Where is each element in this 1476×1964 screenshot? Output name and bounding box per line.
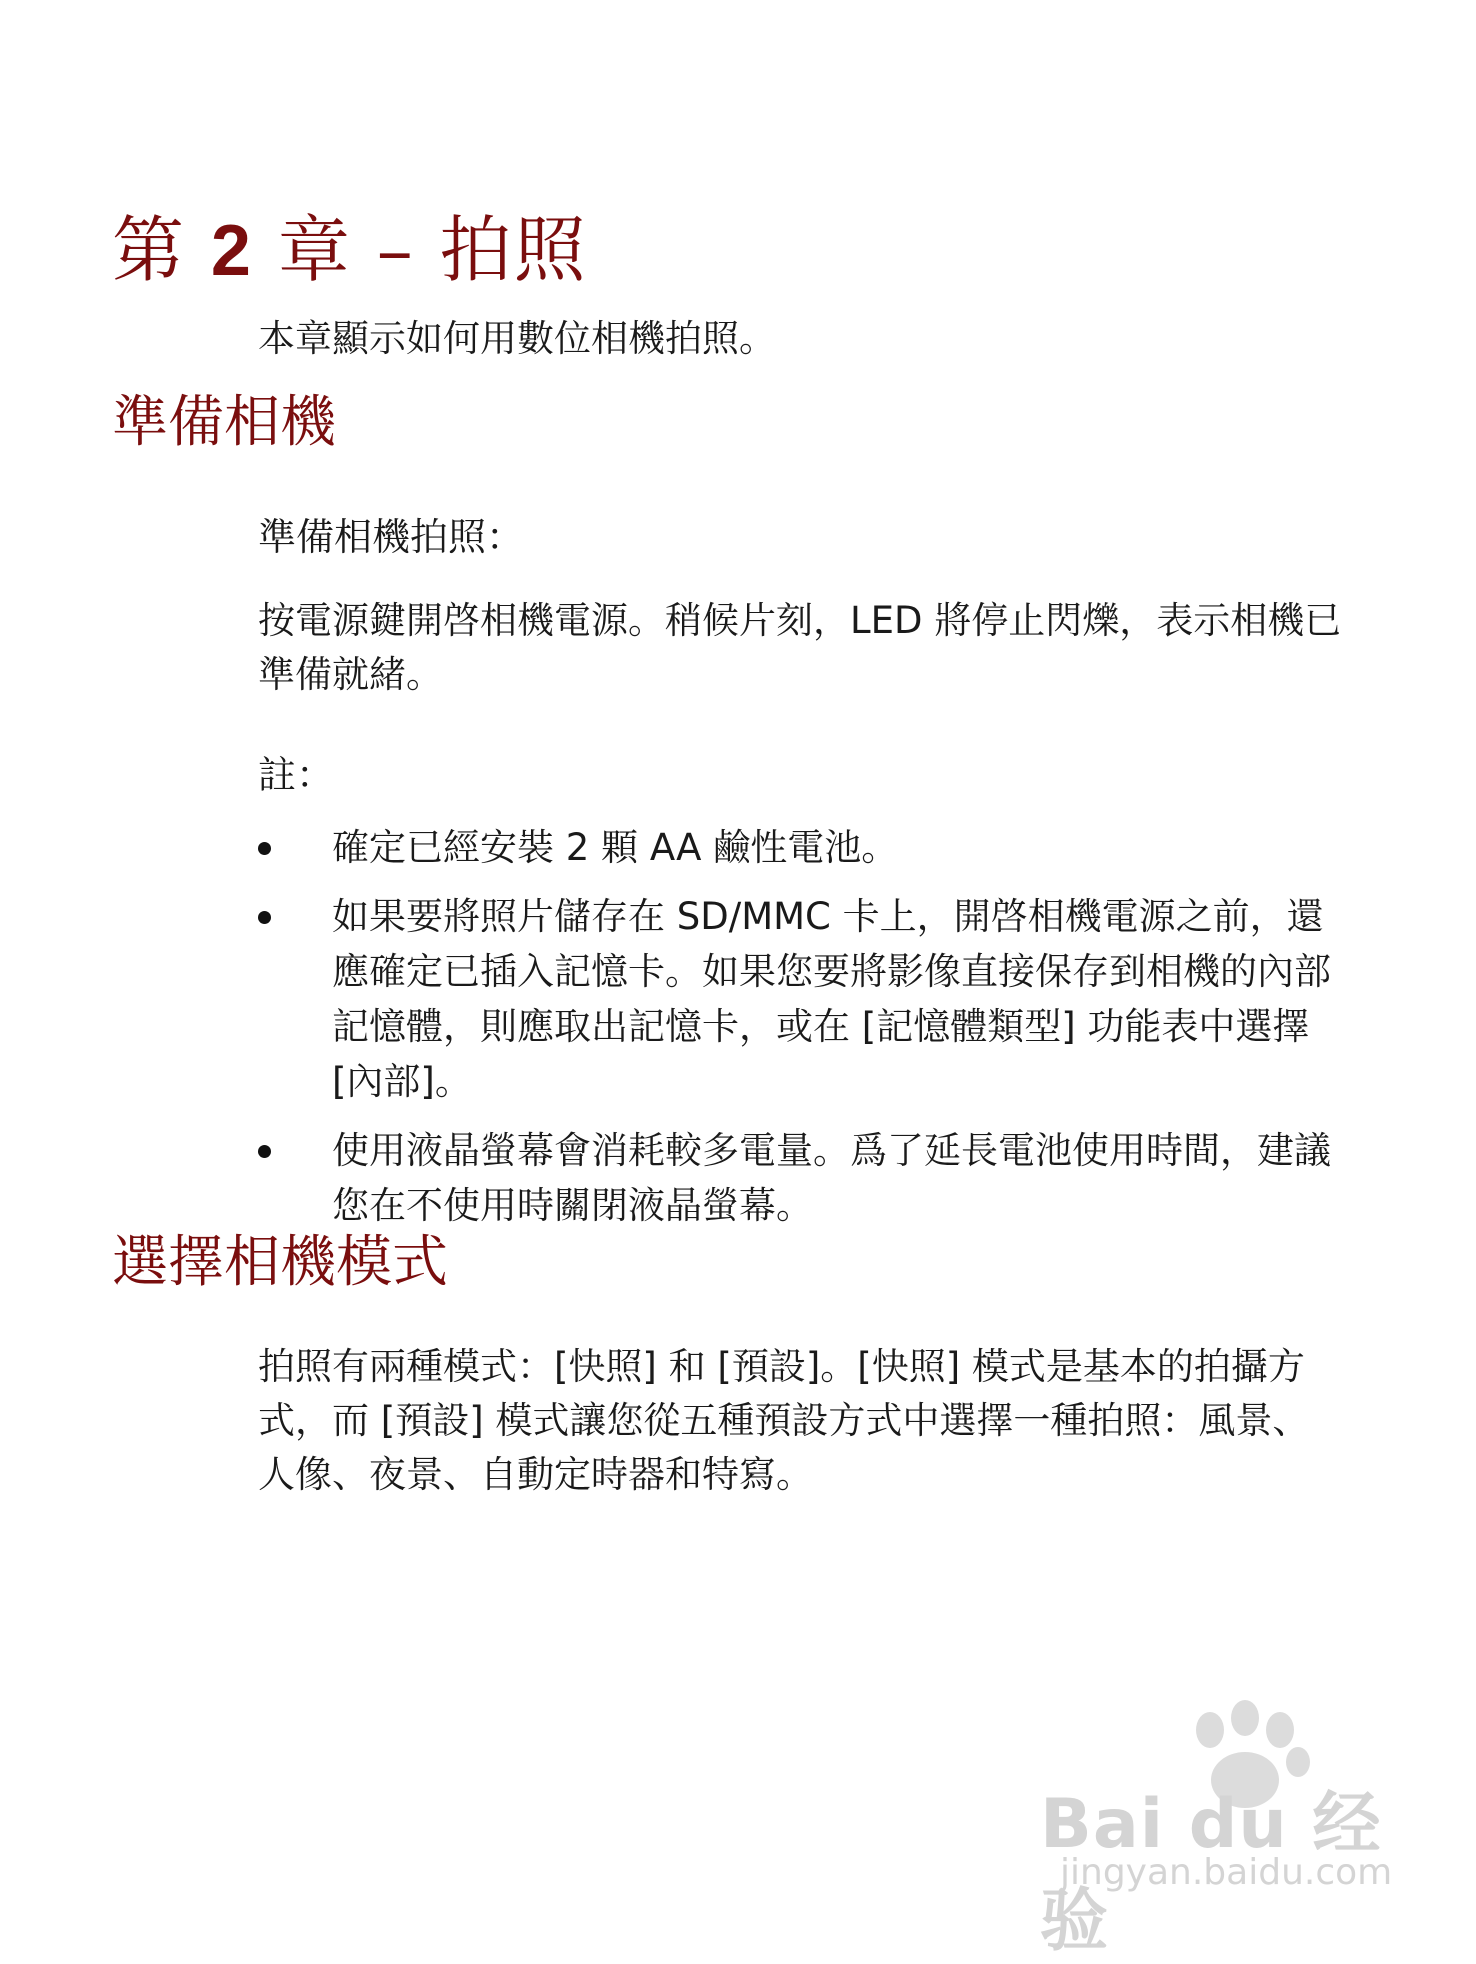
chapter-title [112,205,588,296]
bullet-text: 如果要將照片儲存在 SD/MMC 卡上，開啓相機電源之前，還應確定已插入記憶卡。如果您要將影像直接保存到相機的內部記憶體，則應取出記憶卡，或在 [記憶體類型] 功能表中選擇 [內部]。 [332,895,1331,1103]
watermark-logo: Bai du 经验 [1040,1785,1382,1961]
list-item [258,889,1332,1109]
bullet-icon [258,1145,271,1158]
bullet-text: 確定已經安裝 2 顆 AA 鹼性電池。 [332,826,899,869]
chapter-prefix: 第 [112,208,187,292]
section-title-mode: 選擇相機模式 [112,1230,448,1295]
subsection-title-prepare: 準備相機拍照： [258,515,525,559]
baidu-watermark [1040,1700,1440,1961]
bullet-icon [258,842,271,855]
chapter-intro: 本章顯示如何用數位相機拍照。 [258,317,776,360]
list-item [258,820,1332,875]
list-item [258,1123,1332,1233]
chapter-suffix: 章 – 拍照 [277,208,588,292]
prepare-paragraph: 按電源鍵開啓相機電源。稍候片刻，LED 將停止閃爍，表示相機已準備就緒。 [258,599,1342,696]
watermark-url: jingyan.baidu.com [1060,1852,1393,1893]
bullet-text: 使用液晶螢幕會消耗較多電量。爲了延長電池使用時間，建議您在不使用時關閉液晶螢幕。 [332,1129,1331,1227]
bullet-icon [258,911,271,924]
note-label: 註： [258,753,335,797]
chapter-number: 2 [210,211,253,291]
note-bullet-list [258,820,1358,1247]
mode-paragraph: 拍照有兩種模式：[快照] 和 [預設]。[快照] 模式是基本的拍攝方式，而 [預設] 模式讓您從五種預設方式中選擇一種拍照：風景、人像、夜景、自動定時器和特寫。 [258,1345,1310,1496]
section-title-prepare: 準備相機 [112,390,336,455]
